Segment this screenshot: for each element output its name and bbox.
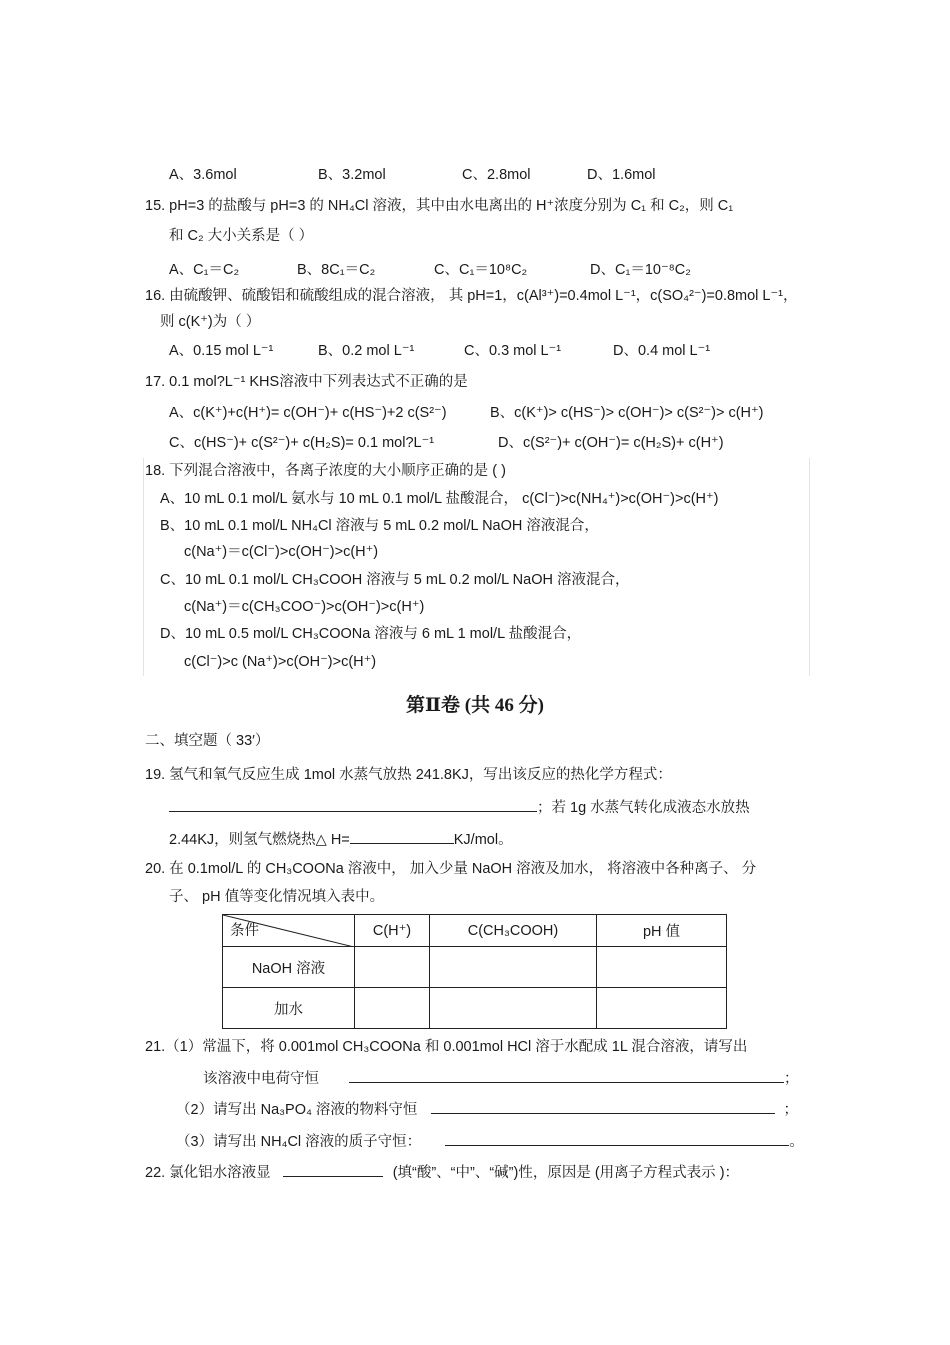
table-header-ch: C(H⁺) xyxy=(355,915,430,947)
q15-stem-line2: 和 C₂ 大小关系是（ ） xyxy=(169,228,314,244)
q19-enthalpy-blank[interactable] xyxy=(350,829,454,844)
q15-option-c: C、C₁＝10⁸C₂ xyxy=(434,262,528,278)
q15-option-d: D、C₁＝10⁻⁸C₂ xyxy=(590,262,691,278)
q18-option-b-line2: c(Na⁺)＝c(Cl⁻)>c(OH⁻)>c(H⁺) xyxy=(184,544,379,560)
q17-option-c: C、c(HS⁻)+ c(S²⁻)+ c(H₂S)= 0.1 mol?L⁻¹ xyxy=(169,435,435,451)
q18-option-c-line1: C、10 mL 0.1 mol/L CH₃COOH 溶液与 5 mL 0.2 mol/L NaOH 溶液混合， xyxy=(160,572,630,588)
q21-part1-label: 该溶液中电荷守恒 xyxy=(203,1071,319,1087)
q17-option-a: A、c(K⁺)+c(H⁺)= c(OH⁻)+ c(HS⁻)+2 c(S²⁻) xyxy=(169,405,447,421)
q16-option-d: D、0.4 mol L⁻¹ xyxy=(613,343,711,359)
q17-option-b: B、c(K⁺)> c(HS⁻)> c(OH⁻)> c(S²⁻)> c(H⁺) xyxy=(490,405,764,421)
q21-part1 xyxy=(203,1068,799,1088)
q21-part3 xyxy=(176,1131,804,1151)
q18-stem: 18. 下列混合溶液中，各离子浓度的大小顺序正确的是 ( ) xyxy=(145,463,506,479)
q18-option-d-line2: c(Cl⁻)>c (Na⁺)>c(OH⁻)>c(H⁺) xyxy=(184,654,377,670)
q21-part2 xyxy=(176,1099,798,1119)
q15-stem-line1: 15. pH=3 的盐酸与 pH=3 的 NH₄Cl 溶液，其中由水电离出的 H⁺浓度分别为 C₁ 和 C₂，则 C₁ xyxy=(145,198,734,214)
q21-proton-balance-blank[interactable] xyxy=(445,1131,789,1146)
q16-stem-line1: 16. 由硫酸钾、硫酸铝和硫酸组成的混合溶液， 其 pH=1，c(Al³⁺)=0.4mol L⁻¹，c(SO₄²⁻)=0.8mol L⁻¹， xyxy=(145,288,798,304)
q19-stem-line1: 19. 氢气和氧气反应生成 1mol 水蒸气放热 241.8KJ，写出该反应的热化学方程式： xyxy=(145,767,672,783)
fill-in-heading: 二、填空题（ 33′） xyxy=(145,733,270,749)
table-header-ph: pH 值 xyxy=(597,915,727,947)
q16-option-b: B、0.2 mol L⁻¹ xyxy=(318,343,415,359)
q21-charge-balance-blank[interactable] xyxy=(349,1068,784,1083)
table-cell[interactable] xyxy=(597,988,727,1029)
table-cell[interactable] xyxy=(355,947,430,988)
q22-stem xyxy=(145,1162,739,1182)
section-2-title: 第Ⅱ卷 (共 46 分) xyxy=(406,695,544,716)
table-row-label-naoh: NaOH 溶液 xyxy=(223,947,355,988)
q21-part2-label: （2）请写出 Na₃PO₄ 溶液的物料守恒 xyxy=(176,1102,418,1118)
table-corner-label: 条件 xyxy=(230,923,259,939)
q21-part3-end: 。 xyxy=(789,1134,804,1150)
q20-stem-line2: 子、 pH 值等变化情况填入表中。 xyxy=(169,889,385,905)
table-header-ch3cooh: C(CH₃COOH) xyxy=(430,915,597,947)
q15-option-b: B、8C₁＝C₂ xyxy=(297,262,376,278)
q14-option-a: A、3.6mol xyxy=(169,167,237,183)
q20-stem-line1: 20. 在 0.1mol/L 的 CH₃COONa 溶液中， 加入少量 NaOH 溶液及加水， 将溶液中各种离子、 分 xyxy=(145,861,757,877)
q17-option-d: D、c(S²⁻)+ c(OH⁻)= c(H₂S)+ c(H⁺) xyxy=(498,435,724,451)
q20-table xyxy=(222,914,727,1029)
q21-part3-label: （3）请写出 NH₄Cl 溶液的质子守恒： xyxy=(176,1134,422,1150)
q15-option-a: A、C₁＝C₂ xyxy=(169,262,240,278)
q19-line3-head: 2.44KJ，则氢气燃烧热△ H= xyxy=(169,832,350,848)
q21-part1-end: ； xyxy=(784,1071,799,1087)
q18-option-c-line2: c(Na⁺)＝c(CH₃COO⁻)>c(OH⁻)>c(H⁺) xyxy=(184,599,425,615)
q14-option-d: D、1.6mol xyxy=(587,167,656,183)
q14-option-b: B、3.2mol xyxy=(318,167,386,183)
q18-option-b-line1: B、10 mL 0.1 mol/L NH₄Cl 溶液与 5 mL 0.2 mol/L NaOH 溶液混合， xyxy=(160,518,599,534)
q18-option-d-line1: D、10 mL 0.5 mol/L CH₃COONa 溶液与 6 mL 1 mol/L 盐酸混合， xyxy=(160,626,582,642)
table-cell[interactable] xyxy=(430,947,597,988)
table-cell[interactable] xyxy=(355,988,430,1029)
table-cell[interactable] xyxy=(430,988,597,1029)
q21-stem-line1: 21.（1）常温下，将 0.001mol CH₃COONa 和 0.001mol HCl 溶于水配成 1L 混合溶液，请写出 xyxy=(145,1039,748,1055)
q21-material-balance-blank[interactable] xyxy=(431,1099,775,1114)
q14-option-c: C、2.8mol xyxy=(462,167,531,183)
q22-tail: (填“酸”、“中”、“碱”)性，原因是 (用离子方程式表示 )： xyxy=(392,1165,740,1181)
q19-line3-tail: KJ/mol。 xyxy=(453,832,513,848)
q16-option-c: C、0.3 mol L⁻¹ xyxy=(464,343,562,359)
q19-equation-blank[interactable] xyxy=(169,797,537,812)
q18-option-a: A、10 mL 0.1 mol/L 氨水与 10 mL 0.1 mol/L 盐酸混合， c(Cl⁻)>c(NH₄⁺)>c(OH⁻)>c(H⁺) xyxy=(160,491,719,507)
q16-option-a: A、0.15 mol L⁻¹ xyxy=(169,343,274,359)
q22-acidity-blank[interactable] xyxy=(283,1162,383,1177)
q16-stem-line2: 则 c(K⁺)为（ ） xyxy=(160,314,261,330)
q21-part2-end: ； xyxy=(783,1102,798,1118)
q19-line2-text: ；若 1g 水蒸气转化成液态水放热 xyxy=(537,800,750,816)
table-cell[interactable] xyxy=(597,947,727,988)
table-corner-cell xyxy=(223,915,355,947)
q19-stem-line3 xyxy=(169,829,513,849)
q17-stem: 17. 0.1 mol?L⁻¹ KHS溶液中下列表达式不正确的是 xyxy=(145,374,468,390)
q22-head: 22. 氯化铝水溶液显 xyxy=(145,1165,271,1181)
table-row-label-water: 加水 xyxy=(223,988,355,1029)
q19-stem-line2 xyxy=(169,797,750,817)
